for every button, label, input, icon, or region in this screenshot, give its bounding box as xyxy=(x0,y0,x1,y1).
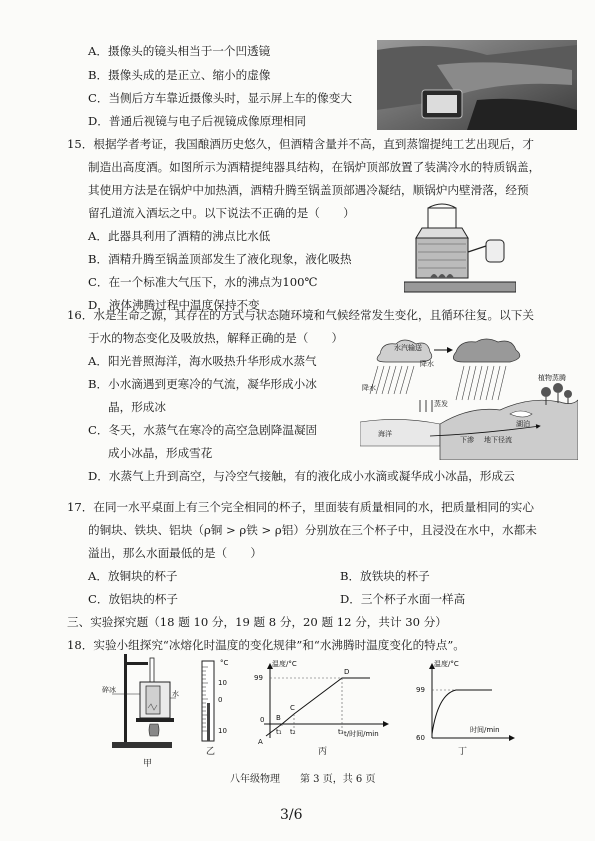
q14-option-c: C．当侧后方车靠近摄像头时，显示屏上车的像变大 xyxy=(88,91,352,105)
jia-label-water: 水 xyxy=(172,690,179,698)
ding-y-99: 99 xyxy=(416,686,425,694)
q15-stem-1: 15．根据学者考证，我国酿酒历史悠久，但酒精含量并不高，直到蒸馏提纯工艺出现后，才 xyxy=(67,137,534,151)
q15-option-d: D．液体沸腾过程中温度保持不变 xyxy=(88,298,260,312)
section-3-heading: 三、实验探究题（18 题 10 分，19 题 8 分，20 题 12 分，共计 30 分） xyxy=(67,615,447,629)
wc-label-vapor: 水汽输送 xyxy=(394,344,422,352)
fig-ding-caption: 丁 xyxy=(458,747,468,757)
camera-photo xyxy=(377,40,577,130)
ding-xlabel: 时间/min xyxy=(470,726,500,734)
q16-option-b1: B．小水滴遇到更寒冷的气流，凝华形成小冰 xyxy=(88,377,317,391)
q16-option-a: A．阳光普照海洋，海水吸热升华形成水蒸气 xyxy=(88,354,317,368)
fig-ding-graph xyxy=(410,658,520,748)
fig-jia-caption: 甲 xyxy=(143,759,153,769)
q14-option-a: A．摄像头的镜头相当于一个凹透镜 xyxy=(88,44,271,58)
wc-label-ocean: 海洋 xyxy=(378,430,392,438)
q17-stem-1: 17．在同一水平桌面上有三个完全相同的杯子，里面装有质量相同的水，把质量相同的实心 xyxy=(67,500,534,514)
bing-t3: t₃ xyxy=(338,728,344,736)
bing-y-99: 99 xyxy=(254,674,263,682)
distiller-figure xyxy=(404,200,516,300)
yi-tick-10-top: 10 xyxy=(218,679,227,687)
q17-option-c: C．放铝块的杯子 xyxy=(88,592,179,606)
wc-label-transp: 植物蒸腾 xyxy=(538,374,566,382)
q17-stem-3: 溢出，那么水面最低的是（ ） xyxy=(88,546,262,560)
yi-tick-0: 0 xyxy=(218,696,223,704)
q16-option-c2: 成小冰晶，形成雪花 xyxy=(108,446,213,460)
fig-yi-thermometer xyxy=(194,655,244,745)
bing-zero: 0 xyxy=(260,716,265,724)
q15-stem-3: 其使用方法是在锅炉中加热酒，酒精升腾至锅盖顶部遇冷凝结，顺锅炉内壁滑落，经预 xyxy=(88,183,529,197)
yi-tick-10-bottom: 10 xyxy=(218,727,227,735)
q14-option-d: D．普通后视镜与电子后视镜成像原理相同 xyxy=(88,114,306,128)
bing-t2: t₂ xyxy=(290,728,296,736)
fig-yi-caption: 乙 xyxy=(206,747,216,757)
wc-label-rain1: 降水 xyxy=(420,360,434,368)
q14-option-b: B．摄像头成的是正立、缩小的虚像 xyxy=(88,68,271,82)
q15-stem-4: 留孔道流入酒坛之中。以下说法不正确的是（ ） xyxy=(88,206,355,220)
q16-option-b2: 晶，形成冰 xyxy=(108,400,166,414)
q16-option-c1: C．冬天，水蒸气在寒冷的高空急剧降温凝固 xyxy=(88,423,318,437)
q16-option-d: D．水蒸气上升到高空，与冷空气接触，有的液化成小水滴或凝华成小冰晶，形成云 xyxy=(88,469,515,483)
bing-point-c: C xyxy=(290,704,295,712)
fig-bing-caption: 丙 xyxy=(318,747,328,757)
q17-option-a: A．放铜块的杯子 xyxy=(88,569,178,583)
bing-point-d: D xyxy=(344,668,350,676)
q18-stem: 18．实验小组探究“冰熔化时温度的变化规律”和“水沸腾时温度变化的特点”。 xyxy=(67,638,465,652)
water-cycle-figure xyxy=(360,336,578,460)
ding-y-60: 60 xyxy=(416,734,425,742)
q15-stem-2: 制造出高度酒。如图所示为酒精提纯器具结构，在锅炉顶部放置了装满冷水的特质锅盖， xyxy=(88,160,541,174)
q16-stem-2: 于水的物态变化及吸放热，解释正确的是（ ） xyxy=(88,331,344,345)
ding-ylabel: 温度/°C xyxy=(434,660,459,668)
wc-label-rain2: 降水 xyxy=(362,384,376,392)
q15-option-a: A．此器具利用了酒精的沸点比水低 xyxy=(88,229,271,243)
wc-label-lake: 湖泊 xyxy=(516,420,530,428)
page-number: 3/6 xyxy=(280,807,303,823)
q17-option-b: B．放铁块的杯子 xyxy=(340,569,430,583)
q17-stem-2: 的铜块、铁块、铝块（ρ铜 > ρ铁 > ρ铝）分别放在三个杯子中，且浸没在水中，水都未 xyxy=(88,523,537,537)
bing-xlabel: t/时间/min xyxy=(344,730,379,738)
fig-jia-apparatus xyxy=(102,648,182,758)
q16-stem-1: 16．水是生命之源，其存在的方式与状态随环境和气候经常发生变化，且循环往复。以下关 xyxy=(67,308,534,322)
wc-label-seep: 下渗 xyxy=(460,436,474,444)
page-footer: 八年级物理 第 3 页，共 6 页 xyxy=(230,774,376,785)
jia-label-ice: 碎冰 xyxy=(102,686,116,694)
bing-point-b: B xyxy=(276,714,281,722)
q15-option-c: C．在一个标准大气压下，水的沸点为100℃ xyxy=(88,275,318,289)
bing-ylabel: 温度/°C xyxy=(272,660,297,668)
bing-t1: t₁ xyxy=(276,728,282,736)
yi-unit: °C xyxy=(220,659,229,667)
q17-option-d: D．三个杯子水面一样高 xyxy=(340,592,466,606)
fig-bing-graph xyxy=(250,658,400,748)
wc-label-ground: 地下径流 xyxy=(484,436,512,444)
wc-label-evap: 蒸发 xyxy=(434,400,448,408)
bing-point-a: A xyxy=(258,738,263,746)
q15-option-b: B．酒精升腾至锅盖顶部发生了液化现象，液化吸热 xyxy=(88,252,352,266)
